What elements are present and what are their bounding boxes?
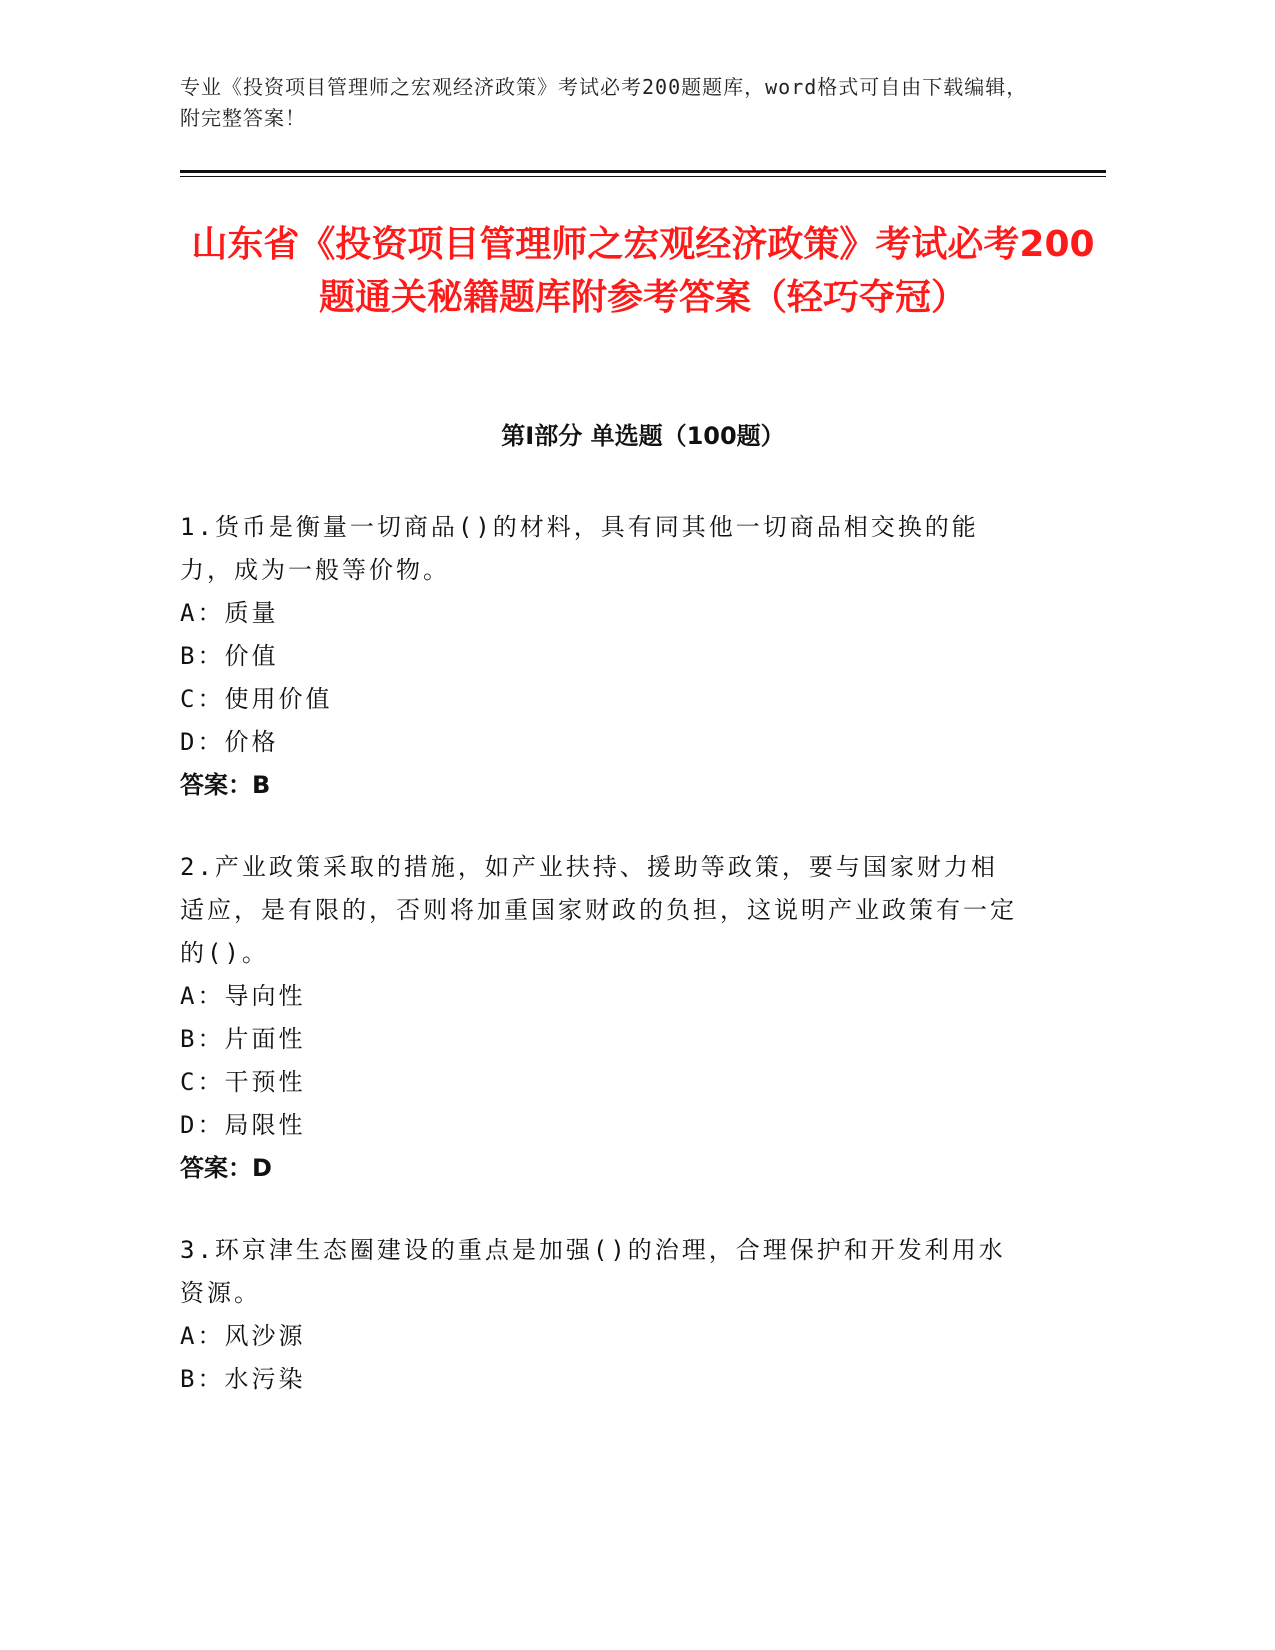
question-1 — [180, 506, 1020, 807]
question-stem: 1.货币是衡量一切商品()的材料，具有同其他一切商品相交换的能力，成为一般等价物。 — [180, 513, 979, 584]
answer: 答案：D — [180, 1154, 272, 1182]
header-divider — [180, 170, 1106, 173]
option-b: B：片面性 — [180, 1025, 306, 1053]
question-2 — [180, 846, 1020, 1190]
option-a: A：质量 — [180, 599, 279, 627]
option-d: D：局限性 — [180, 1111, 306, 1139]
question-list — [180, 506, 1020, 1440]
option-c: C：干预性 — [180, 1068, 306, 1096]
header-divider-thin — [180, 176, 1106, 177]
option-b: B：水污染 — [180, 1365, 306, 1393]
question-stem: 3.环京津生态圈建设的重点是加强()的治理，合理保护和开发利用水资源。 — [180, 1236, 1006, 1307]
document-title: 山东省《投资项目管理师之宏观经济政策》考试必考200题通关秘籍题库附参考答案（轻巧夺冠） — [191, 224, 1095, 318]
option-d: D：价格 — [180, 728, 279, 756]
option-a: A：导向性 — [180, 982, 306, 1010]
section-heading: 第Ⅰ部分 单选题（100题） — [501, 422, 785, 450]
option-a: A：风沙源 — [180, 1322, 306, 1350]
question-stem: 2.产业政策采取的措施，如产业扶持、援助等政策，要与国家财力相适应，是有限的，否则将加重国家财政的负担，这说明产业政策有一定的()。 — [180, 853, 1017, 967]
option-c: C：使用价值 — [180, 685, 333, 713]
option-b: B：价值 — [180, 642, 279, 670]
question-3 — [180, 1229, 1020, 1401]
answer: 答案：B — [180, 771, 271, 799]
header-note: 专业《投资项目管理师之宏观经济政策》考试必考200题题库，word格式可自由下载编辑，附完整答案！ — [180, 75, 1028, 130]
